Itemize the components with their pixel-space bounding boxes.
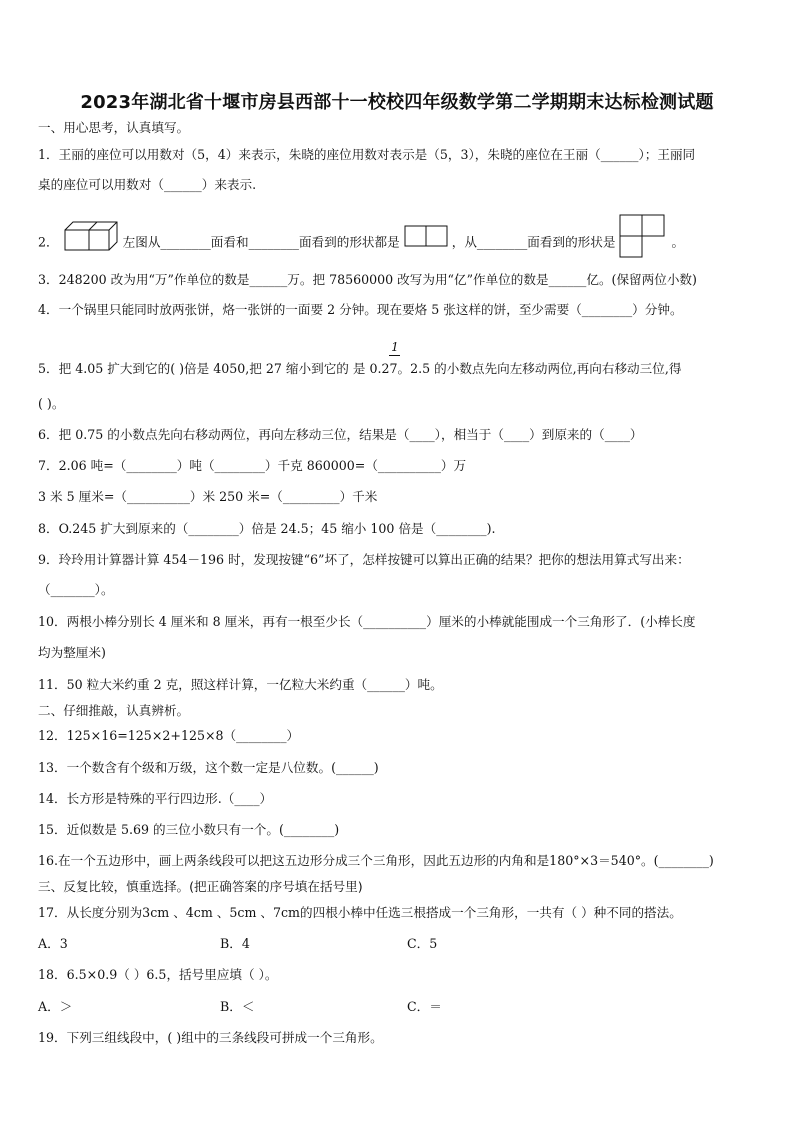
question-13: 13．一个数含有个级和万级，这个数一定是八位数。(______) — [38, 760, 379, 775]
option-b[interactable]: B．4 — [220, 936, 250, 951]
question-5-line-1: 5．把 4.05 扩大到它的( )倍是 4050,把 27 缩小到它的 是 0.27。2.5 的小数点先向左移动两位,再向右移动三位,得 — [38, 361, 682, 376]
cube-stack-figure — [63, 220, 119, 266]
question-6: 6．把 0.75 的小数点先向右移动两位，再向左移动三位，结果是（____），相当于（____）到原来的（____） — [38, 427, 643, 442]
question-11: 11．50 粒大米约重 2 克，照这样计算，一亿粒大米约重（______）吨。 — [38, 677, 443, 692]
question-9-line-1: 9．玲玲用计算器计算 454－196 时，发现按键“6”坏了，怎样按键可以算出正确的结果？把你的想法用算式写出来： — [38, 552, 690, 567]
question-4: 4．一个锅里只能同时放两张饼，烙一张饼的一面要 2 分钟。现在要烙 5 张这样的饼，至少需要（________）分钟。 — [38, 302, 683, 317]
option-b[interactable]: B．＜ — [220, 999, 255, 1014]
question-3: 3．248200 改为用“万”作单位的数是______万。把 78560000 改写为用“亿”作单位的数是______亿。(保留两位小数) — [38, 272, 697, 287]
question-17: 17．从长度分别为3cm 、4cm 、5cm 、7cm的四根小棒中任选三根搭成一个三角形，一共有（ ）种不同的搭法。 — [38, 905, 682, 920]
question-2-text-1: 左图从________面看和________面看到的形状都是 — [122, 234, 400, 250]
question-19: 19．下列三组线段中，( )组中的三条线段可拼成一个三角形。 — [38, 1030, 383, 1045]
question-16: 16.在一个五边形中，画上两条线段可以把这五边形分成三个三角形，因此五边形的内角和是180°×3＝540°。(________) — [38, 853, 714, 868]
question-18: 18．6.5×0.9（ ）6.5，括号里应填（ ）。 — [38, 967, 278, 982]
question-2-text-3: 。 — [671, 234, 685, 250]
question-15: 15．近似数是 5.69 的三位小数只有一个。(________) — [38, 822, 340, 837]
option-a[interactable]: A．3 — [38, 936, 68, 951]
question-8: 8．O.245 扩大到原来的（________）倍是 24.5；45 缩小 100 倍是（________). — [38, 521, 496, 536]
option-c[interactable]: C．5 — [407, 936, 438, 951]
question-2-number: 2． — [38, 234, 59, 250]
question-2-text-2: ，从________面看到的形状是 — [451, 234, 616, 250]
question-10-line-2: 均为整厘米) — [38, 645, 106, 660]
section-2-heading: 二、仔细推敲，认真辨析。 — [38, 703, 190, 718]
l-shape-view-figure — [619, 214, 667, 272]
question-10-line-1: 10．两根小棒分别长 4 厘米和 8 厘米，再有一根至少长（__________）厘米的小棒就能围成一个三角形了．(小棒长度 — [38, 614, 696, 629]
fraction-numerator: 1 — [391, 340, 399, 354]
question-5-line-2: ( )。 — [38, 396, 65, 411]
question-14: 14．长方形是特殊的平行四边形.（____） — [38, 791, 273, 806]
page-title: 2023年湖北省十堰市房县西部十一校校四年级数学第二学期期末达标检测试题 — [80, 92, 714, 113]
question-7-line-2: 3 米 5 厘米=（__________）米 250 米=（_________）千米 — [38, 489, 378, 504]
question-7-line-1: 7．2.06 吨=（________）吨（________）千克 860000=（__________）万 — [38, 458, 467, 473]
fraction-bar — [389, 355, 400, 356]
question-1-line-1: 1．王丽的座位可以用数对（5，4）来表示，朱晓的座位用数对表示是（5，3），朱晓的座位在王丽（______）；王丽同 — [38, 147, 696, 162]
question-12: 12．125×16=125×2+125×8（________） — [38, 728, 300, 743]
question-9-line-2: （_______）。 — [38, 582, 114, 597]
question-2 — [38, 214, 768, 250]
option-a[interactable]: A．＞ — [38, 999, 73, 1014]
question-1-line-2: 桌的座位可以用数对（______）来表示. — [38, 177, 257, 192]
option-c[interactable]: C．＝ — [407, 999, 442, 1014]
section-1-heading: 一、用心思考，认真填写。 — [38, 120, 190, 135]
section-3-heading: 三、反复比较，慎重选择。(把正确答案的序号填在括号里) — [38, 879, 363, 894]
two-squares-view-figure — [404, 224, 448, 262]
